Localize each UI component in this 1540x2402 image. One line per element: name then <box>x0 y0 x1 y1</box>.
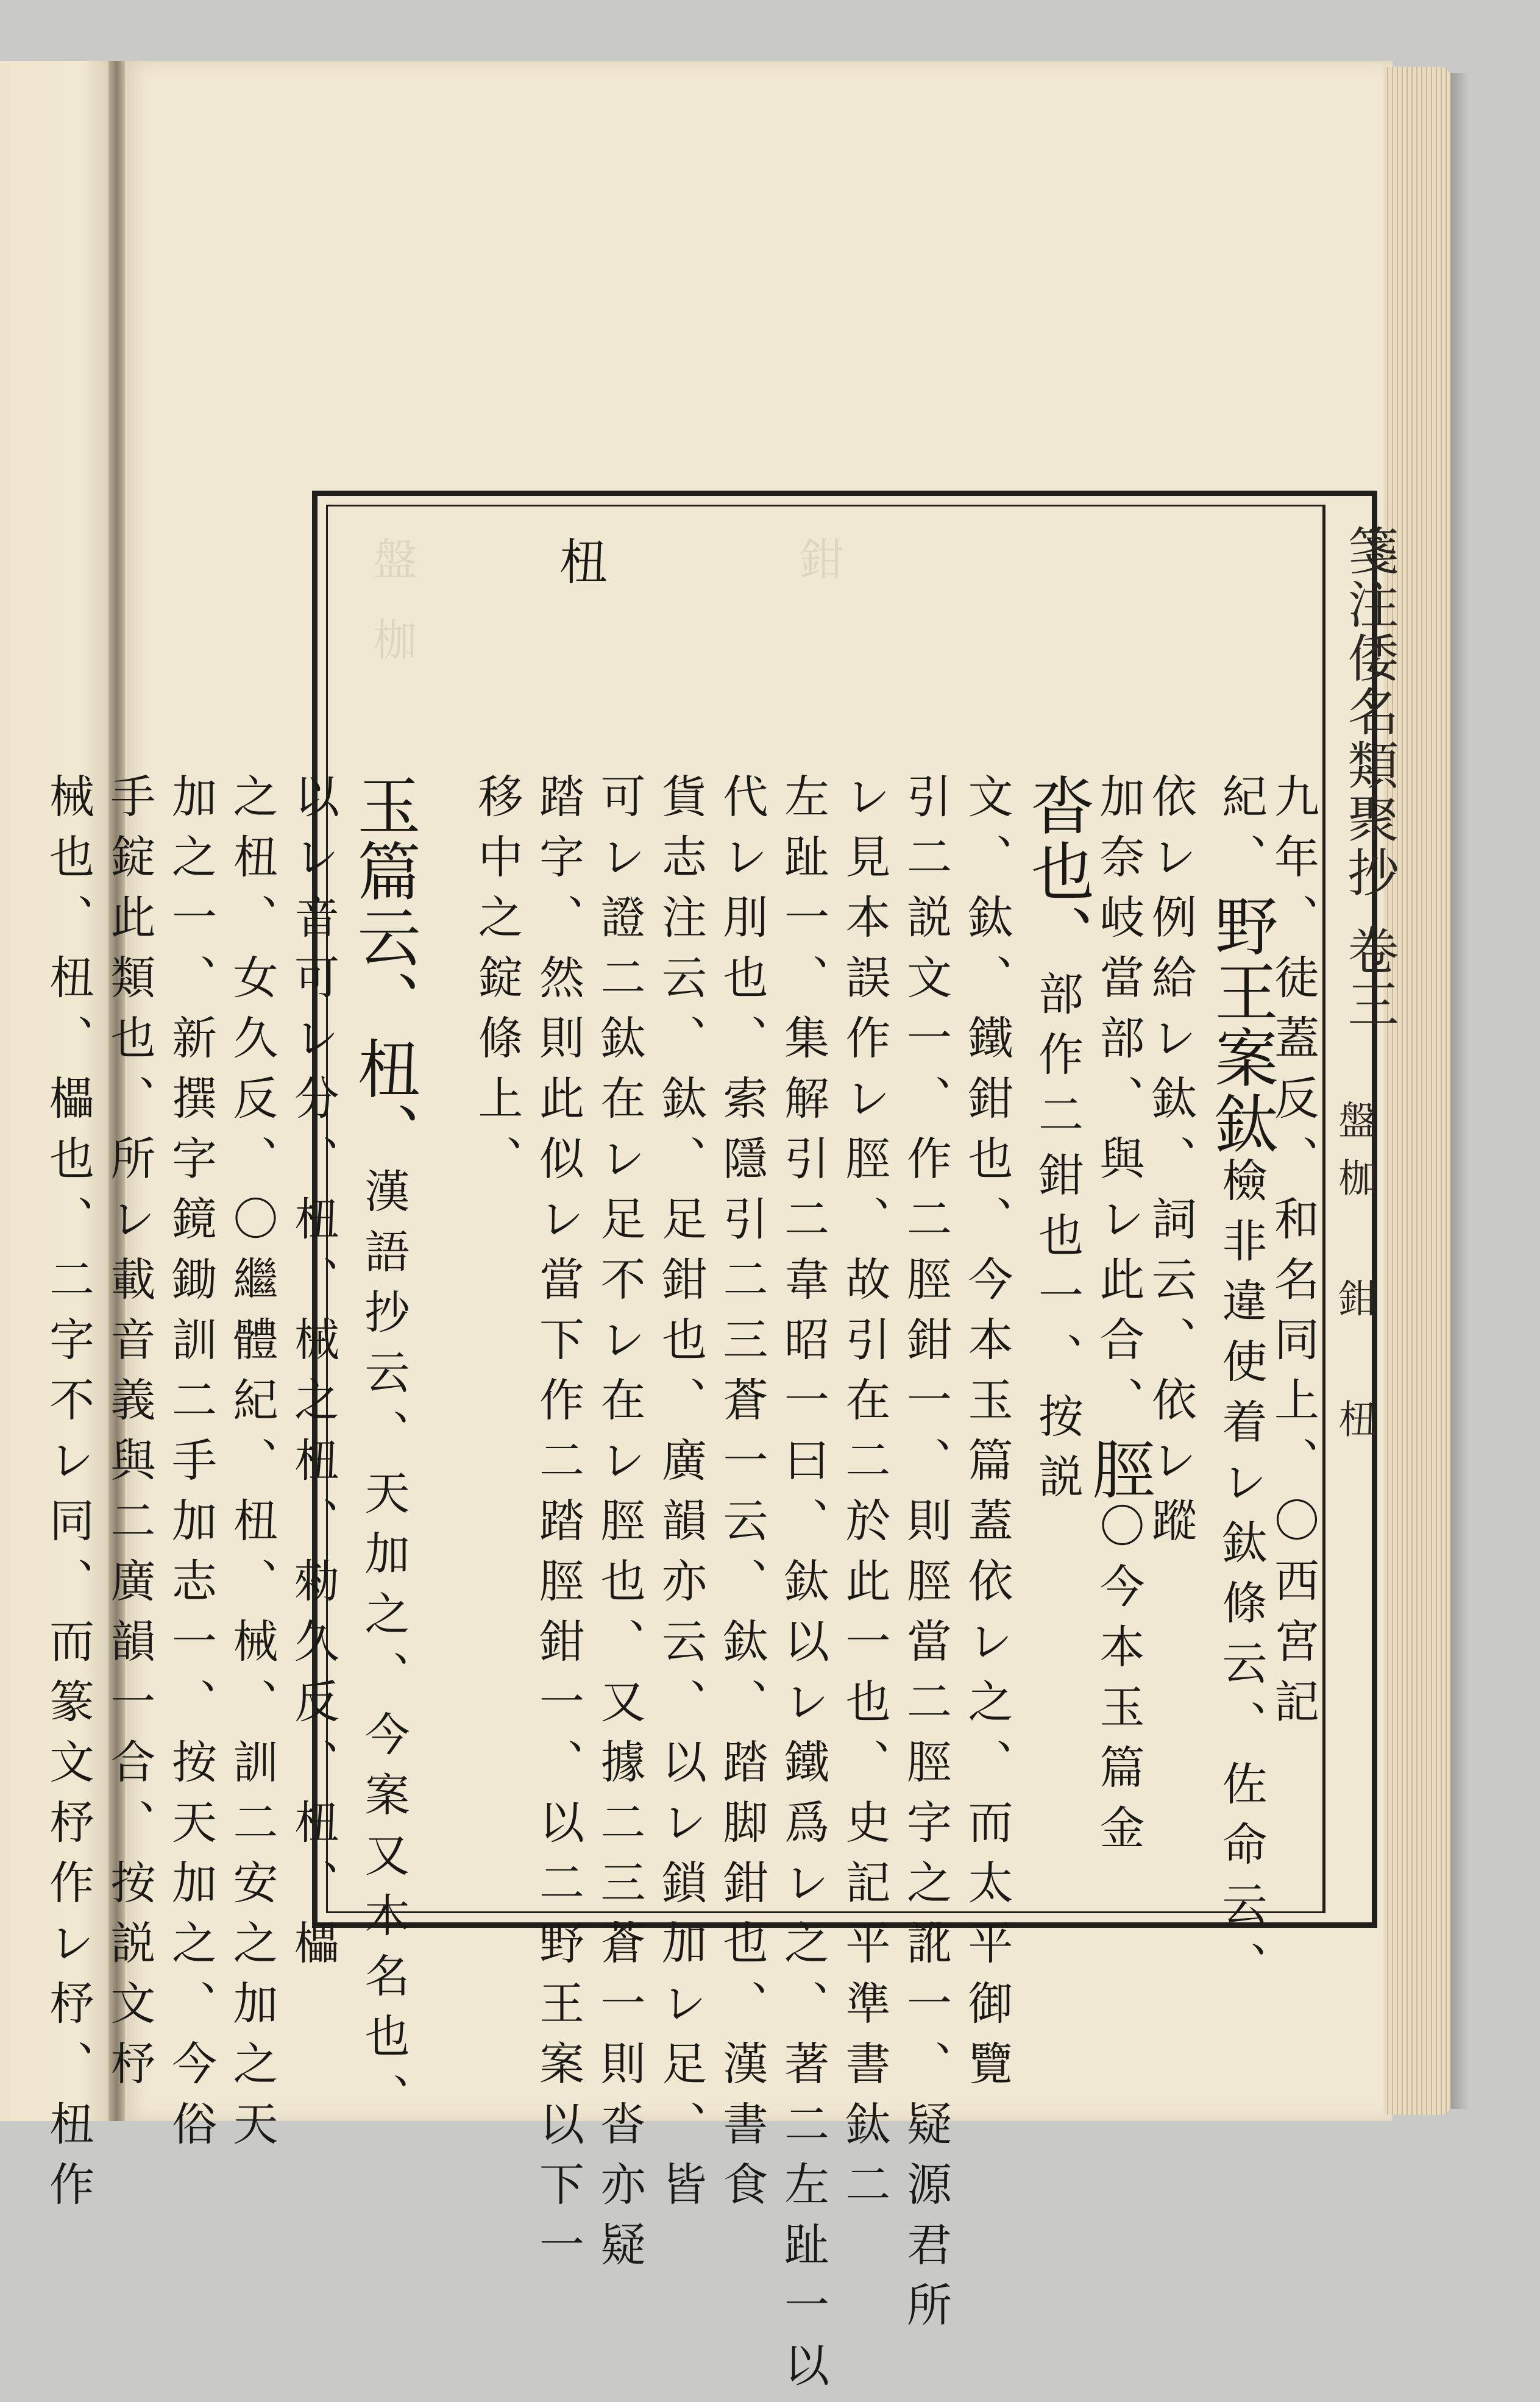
column-text: 九年 <box>1267 773 1319 894</box>
text-column <box>960 773 1013 2100</box>
text-column <box>1081 773 1156 1864</box>
text-column <box>838 773 891 2221</box>
column-text: 械也、杻、櫑也、二字不レ同、而篆文杼作レ杼、杻作 <box>42 773 94 2221</box>
column-text: 檢非違使着レ鈦條云、佐命云、 <box>1215 1157 1268 2002</box>
column-text: 引二説文一、作二脛鉗一、則脛當二脛字之訛一、疑源君所 <box>900 773 952 2342</box>
column-text: 紀、 <box>1215 773 1268 894</box>
text-column <box>1020 773 1095 1513</box>
column-text: 踏字、然則此似レ當下作二踏脛鉗一、以二野王案以下一 <box>532 773 584 2281</box>
text-column <box>103 773 156 2100</box>
entry-word: 脛 <box>1081 1437 1156 1502</box>
column-text: 左趾一、集解引二韋昭一曰、鈦以レ鐵爲レ之、著二左趾一以 <box>777 773 829 2402</box>
show-through-text: 盤枷 <box>366 536 417 697</box>
text-column <box>532 773 584 2281</box>
running-header <box>1340 524 1399 1031</box>
column-text: 漢語抄云、天加之、今案又木名也、 <box>357 1168 410 2133</box>
page-edges <box>1383 67 1450 2115</box>
column-text: 加之一、新撰字鏡鋤訓二手加志一、按天加之、今俗 <box>165 773 217 2161</box>
text-column <box>593 773 646 2281</box>
book-title: 箋注倭名類聚抄 <box>1340 524 1399 900</box>
show-through-text: 鉗 <box>792 536 843 617</box>
entry-word: 玉篇云、杻、 <box>346 773 421 1168</box>
entry-word: 野王案鈦 <box>1204 894 1279 1157</box>
column-text: 可レ證二鈦在レ足不レ在レ脛也、又據二三蒼一則沓亦疑 <box>593 773 646 2281</box>
column-text: 之杻、女久反、〇繼體紀、杻、械、訓二安之加之天 <box>225 773 279 2161</box>
volume-number: 卷三 <box>1340 924 1399 1031</box>
column-text: 加奈岐當部、與レ此合、 <box>1092 773 1145 1437</box>
margin-rule <box>1322 505 1325 1913</box>
text-column <box>1204 773 1279 2002</box>
column-text: 依レ例給レ鈦、詞云、依レ蹤 <box>1144 773 1197 1557</box>
text-column <box>900 773 952 2342</box>
entry-word: 沓也、 <box>1020 773 1095 970</box>
edge-shadow <box>1450 73 1469 2109</box>
text-column <box>470 773 523 1195</box>
column-text: 部作二鉗也一、按説 <box>1031 970 1084 1513</box>
column-text: 以レ音可レ分、杻、械之杻、勑久反、杻、櫑 <box>287 773 339 1980</box>
text-column <box>42 773 94 2221</box>
section-heading: 杻 <box>551 536 608 585</box>
text-column <box>777 773 829 2402</box>
text-column <box>165 773 217 2161</box>
text-column <box>715 773 768 2221</box>
column-text: 〇今本玉篇金 <box>1092 1502 1145 1864</box>
text-column <box>346 773 421 2133</box>
column-text: 移中之錠條上、 <box>470 773 523 1195</box>
column-text: 文、鈦、鐵鉗也、今本玉篇蓋依レ之、而太平御覽 <box>960 773 1013 2100</box>
text-column <box>655 773 707 2221</box>
column-text: 手錠此類也、所レ載音義與二廣韻一合、按説文杼 <box>103 773 156 2100</box>
column-text: 、徒蓋反、和名同上、〇西宮記 <box>1267 894 1319 1738</box>
column-text: 代レ刖也、索隱引二三蒼一云、鈦、踏脚鉗也、漢書食 <box>715 773 768 2221</box>
column-text: レ見本誤作レ脛、故引在二於此一也、史記平準書鈦二 <box>838 773 891 2221</box>
text-column <box>287 773 339 1980</box>
column-text: 貨志注云、鈦、足鉗也、廣韻亦云、以レ鎖加レ足、皆 <box>655 773 707 2221</box>
text-column <box>225 773 279 2161</box>
margin-headwords: 盤枷 鉗 杻 <box>1332 1100 1377 1456</box>
